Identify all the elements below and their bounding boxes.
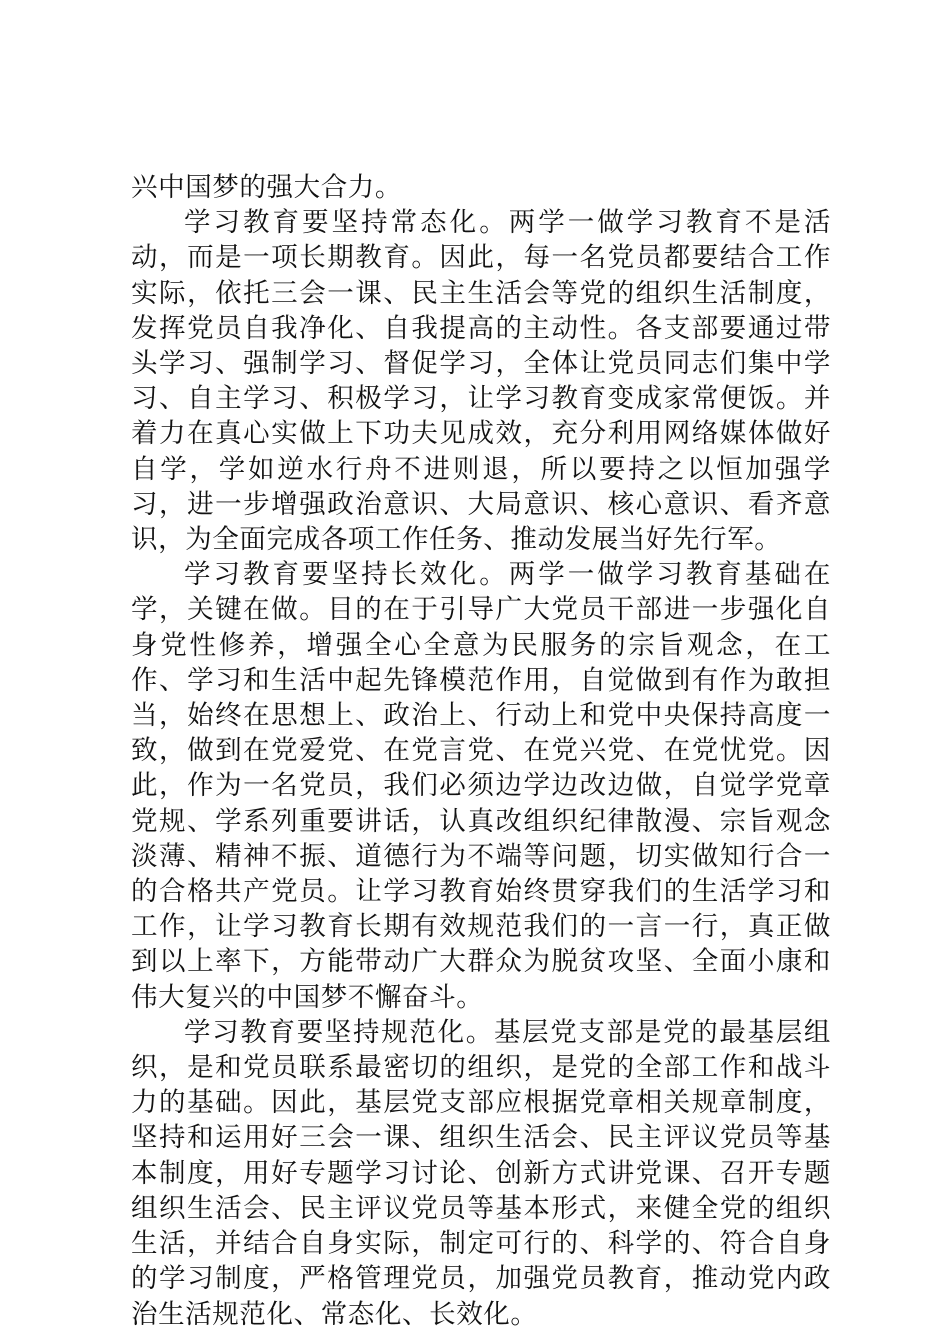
paragraph-normalization: 学习教育要坚持常态化。两学一做学习教育不是活动，而是一项长期教育。因此，每一名党员都要结合工作实际，依托三会一课、民主生活会等党的组织生活制度，发挥党员自我净化、自我提高的主动性。各支部要通过带头学习、强制学习、督促学习，全体让党员同志们集中学习、自主学习、积极学习，让学习教育变成家常便饭。并着力在真心实做上下功夫见成效，充分利用网络媒体做好自学，学如逆水行舟不进则退，所以要持之以恒加强学习，进一步增强政治意识、大局意识、核心意识、看齐意识，为全面完成各项工作任务、推动发展当好先行军。 — [131, 207, 831, 556]
document-body — [131, 170, 831, 1332]
paragraph-continuation: 兴中国梦的强大合力。 — [131, 172, 402, 203]
paragraph-standardization: 学习教育要坚持规范化。基层党支部是党的最基层组织，是和党员联系最密切的组织，是党的全部工作和战斗力的基础。因此，基层党支部应根据党章相关规章制度，坚持和运用好三会一课、组织生活会、民主评议党员等基本制度，用好专题学习讨论、创新方式讲党课、召开专题组织生活会、民主评议党员等基本形式，来健全党的组织生活，并结合自身实际，制定可行的、科学的、符合自身的学习制度，严格管理党员，加强党员教育，推动党内政治生活规范化、常态化、长效化。 — [131, 1016, 831, 1330]
paragraph-long-term: 学习教育要坚持长效化。两学一做学习教育基础在学，关键在做。目的在于引导广大党员干部进一步强化自身党性修养，增强全心全意为民服务的宗旨观念，在工作、学习和生活中起先锋模范作用，自觉做到有作为敢担当，始终在思想上、政治上、行动上和党中央保持高度一致，做到在党爱党、在党言党、在党兴党、在党忧党。因此，作为一名党员，我们必须边学边改边做，自觉学党章党规、学系列重要讲话，认真改组织纪律散漫、宗旨观念淡薄、精神不振、道德行为不端等问题，切实做知行合一的合格共产党员。让学习教育始终贯穿我们的生活学习和工作，让学习教育长期有效规范我们的一言一行，真正做到以上率下，方能带动广大群众为脱贫攻坚、全面小康和伟大复兴的中国梦不懈奋斗。 — [131, 559, 831, 1013]
